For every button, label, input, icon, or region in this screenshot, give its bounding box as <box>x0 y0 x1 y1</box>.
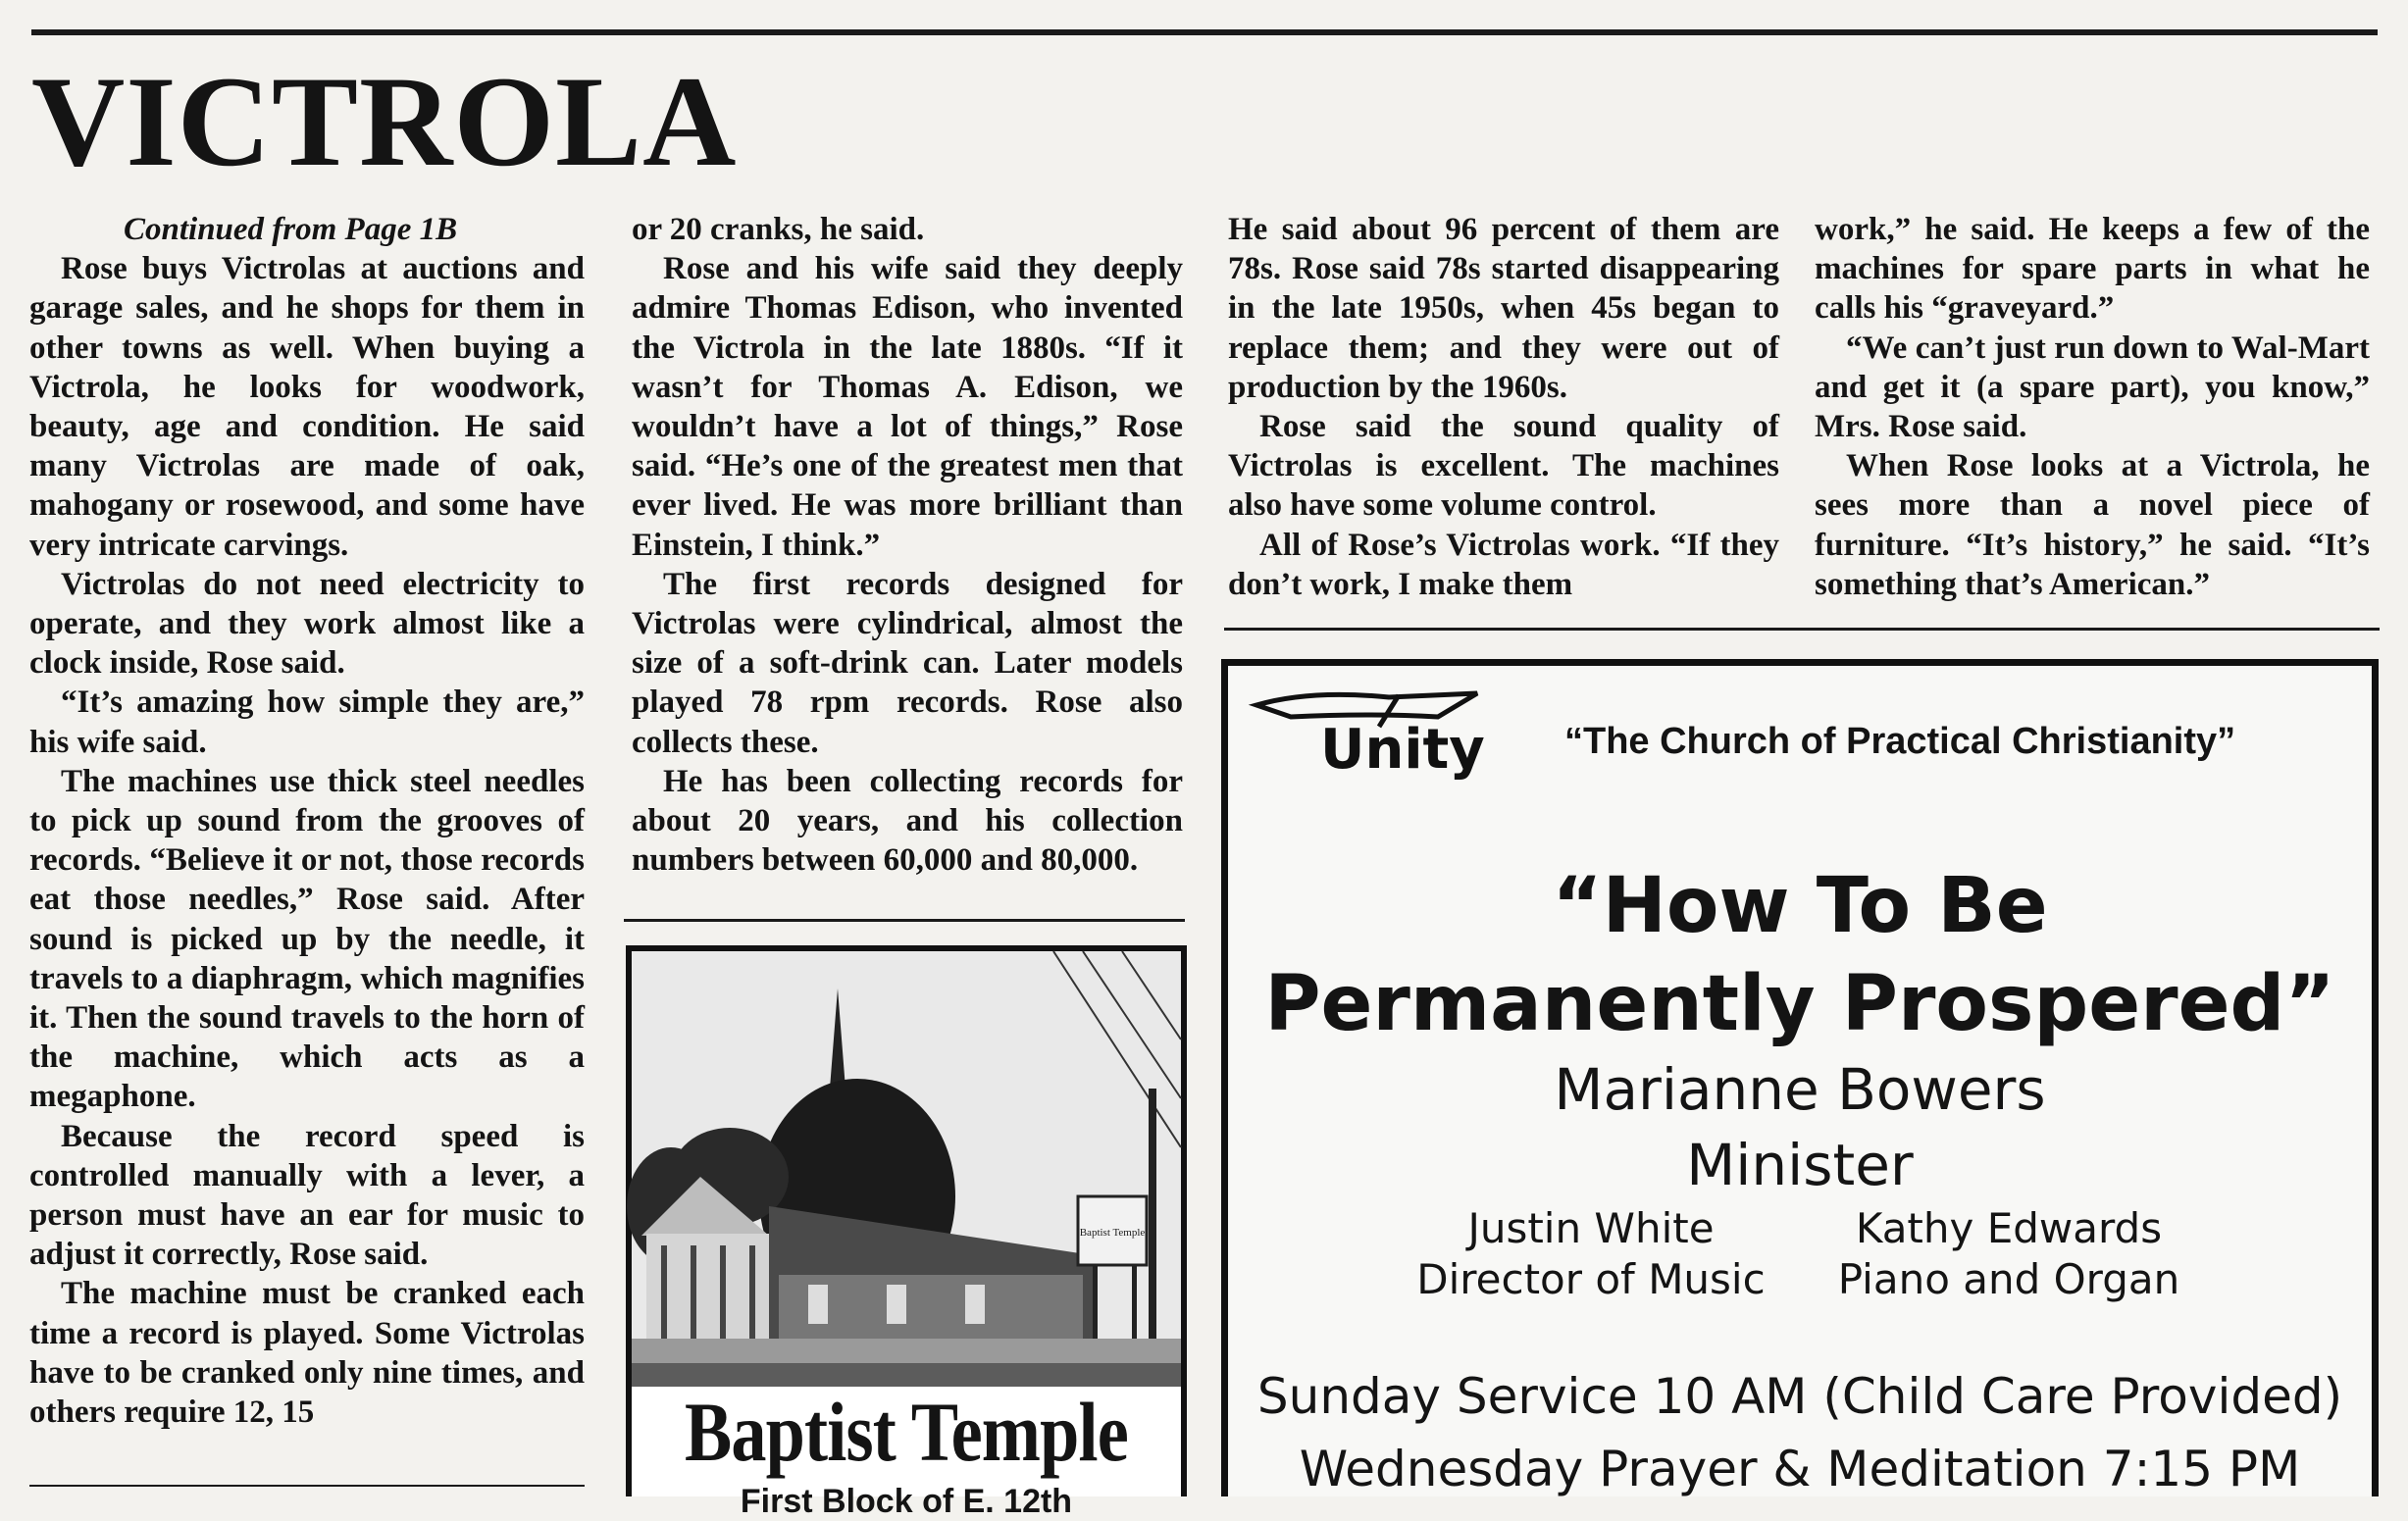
staff-music-director <box>1385 1203 1797 1305</box>
top-rule <box>31 29 2378 35</box>
church-photo <box>632 951 1181 1387</box>
photo-sign-text: Baptist Temple <box>1079 1227 1146 1239</box>
paragraph: “It’s amazing how simple they are,” his wife said. <box>29 684 585 760</box>
article-column-3 <box>1228 210 1779 604</box>
staff-name: Kathy Edwards <box>1855 1204 2163 1252</box>
article-column-2 <box>632 210 1183 880</box>
headline: VICTROLA <box>31 49 738 193</box>
sunday-service: Sunday Service 10 AM (Child Care Provided) <box>1256 1368 2343 1425</box>
paragraph: When Rose looks at a Victrola, he sees more than a novel piece of furniture. “It’s history,” he said. “It’s something that’s American.” <box>1815 448 2370 602</box>
minister-name: Marianne Bowers <box>1554 1056 2046 1123</box>
staff-role: Director of Music <box>1416 1255 1766 1303</box>
wednesday-service: Wednesday Prayer & Meditation 7:15 PM <box>1299 1441 2301 1497</box>
paragraph: The machine must be cranked each time a record is played. Some Victrolas have to be cranked only nine times, and others require 12, 15 <box>29 1276 585 1431</box>
staff-pianist <box>1803 1203 2215 1305</box>
staff-name: Justin White <box>1467 1204 1715 1252</box>
article-column-4 <box>1815 210 2370 604</box>
paragraph: “We can’t just run down to Wal-Mart and get it (a spare part), you know,” Mrs. Rose said. <box>1815 330 2370 445</box>
column-divider <box>1224 628 2380 631</box>
unity-logo <box>1252 687 1536 786</box>
column-divider <box>624 919 1185 922</box>
column-divider <box>29 1485 585 1487</box>
paragraph: Rose and his wife said they deeply admire Thomas Edison, who invented the Victrola in the late 1880s. “If it wasn’t for Thomas A. Edison, we wouldn’t have a lot of things,” Rose said. “He’s one of the greatest men that ever lived. He was more brilliant than Einstein, I think.” <box>632 251 1183 563</box>
paragraph: Victrolas do not need electricity to operate, and they work almost like a clock inside, Rose said. <box>29 566 585 682</box>
staff-role: Piano and Organ <box>1837 1255 2180 1303</box>
ad-sermon-title-line2: Permanently Prospered” <box>1264 960 2335 1048</box>
minister-role: Minister <box>1686 1132 1914 1198</box>
paragraph: work,” he said. He keeps a few of the machines for spare parts in what he calls his “graveyard.” <box>1815 212 2370 327</box>
ad-tagline: “The Church of Practical Christianity” <box>1564 721 2236 762</box>
article-column-1 <box>29 210 585 1432</box>
paragraph: He said about 96 percent of them are 78s. Rose said 78s started disappearing in the late 1950s, when 45s began to replace them; and they were out of production by the 1960s. <box>1228 212 1779 405</box>
baptist-temple-title: Baptist Temple <box>685 1385 1128 1479</box>
paragraph: Rose said the sound quality of Victrolas is excellent. The machines also have some volume control. <box>1228 409 1779 524</box>
unity-logo-text: Unity <box>1320 718 1485 782</box>
paragraph: The first records designed for Victrolas were cylindrical, almost the size of a soft-drink can. Later models played 78 rpm records. Rose also collects these. <box>632 566 1183 760</box>
paragraph: The machines use thick steel needles to pick up sound from the grooves of records. “Believe it or not, those records eat those needles,” Rose said. After sound is picked up by the needle, it travels to a diaphragm, which magnifies it. Then the sound travels to the horn of the machine, which acts as a megaphone. <box>29 763 585 1115</box>
baptist-temple-ad <box>626 945 1187 1520</box>
ad-sermon-title-line1: “How To Be <box>1552 862 2048 950</box>
continued-note: Continued from Page 1B <box>124 212 458 247</box>
paragraph: Rose buys Victrolas at auctions and garage sales, and he shops for them in other towns as well. When buying a Victrola, he looks for woodwork, beauty, age and condition. He said many Victrolas are made of oak, mahogany or rosewood, and some have very intricate carvings. <box>29 251 585 563</box>
paragraph: or 20 cranks, he said. <box>632 212 925 247</box>
paragraph: He has been collecting records for about 20 years, and his collection numbers between 60,000 and 80,000. <box>632 763 1183 879</box>
unity-church-ad <box>1221 659 2379 1496</box>
paragraph: All of Rose’s Victrolas work. “If they don’t work, I make them <box>1228 527 1779 602</box>
paragraph: Because the record speed is controlled manually with a lever, a person must have an ear for music to adjust it correctly, Rose said. <box>29 1118 585 1273</box>
baptist-temple-address: First Block of E. 12th <box>740 1483 1073 1520</box>
